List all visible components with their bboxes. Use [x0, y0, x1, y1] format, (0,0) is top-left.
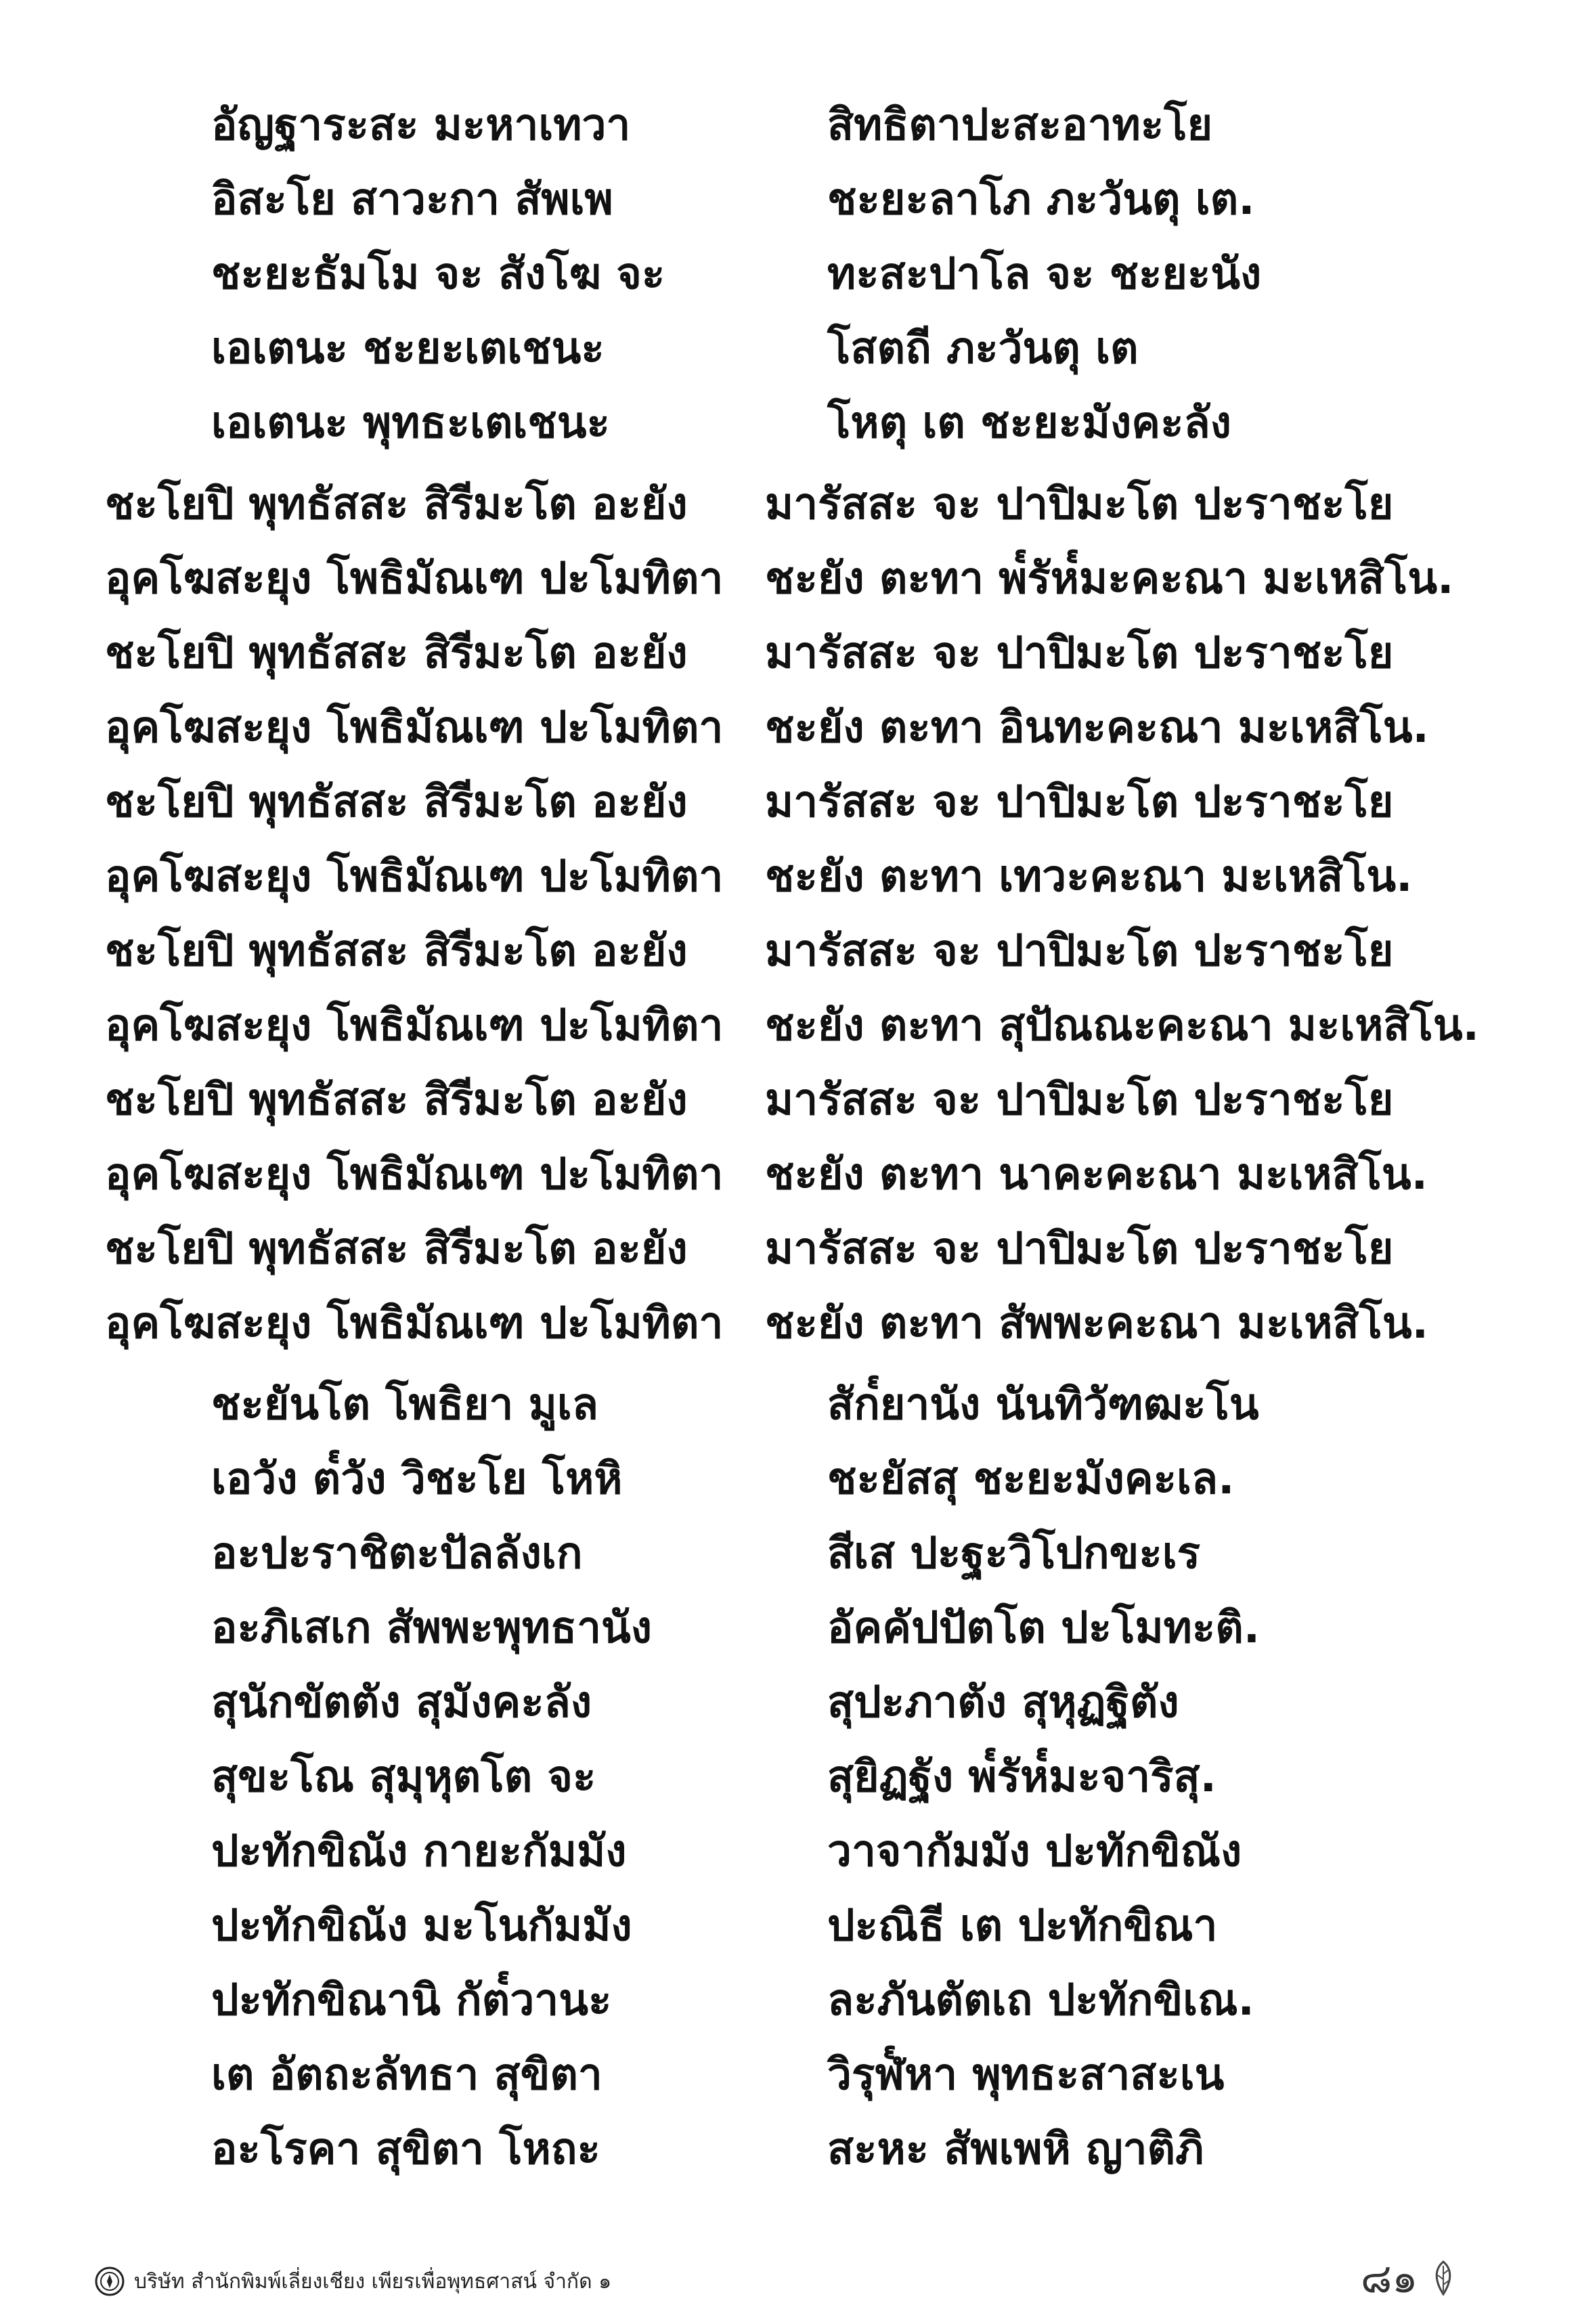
verse-left: ปะทักขิณัง มะโนกัมมัง — [211, 1901, 632, 1951]
verse-left: ชะโยปิ พุทธัสสะ สิรีมะโต อะยัง — [105, 926, 688, 976]
verse-left: อุคโฆสะยุง โพธิมัณเฑ ปะโมทิตา — [105, 703, 724, 753]
verse-left: อุคโฆสะยุง โพธิมัณเฑ ปะโมทิตา — [105, 554, 724, 604]
verse-left: ชะโยปิ พุทธัสสะ สิรีมะโต อะยัง — [105, 1075, 688, 1125]
publisher-text: บริษัท สำนักพิมพ์เลี่ยงเชียง เพียรเพื่อพุทธศาสน์ จำกัด ๑ — [134, 2269, 612, 2294]
verse-left: อะภิเสเก สัพพะพุทธานัง — [211, 1603, 653, 1653]
verse-left: ปะทักขิณัง กายะกัมมัง — [211, 1826, 627, 1877]
verse-right: สิทธิตาปะสะอาทะโย — [827, 100, 1213, 150]
verse-right: สุปะภาตัง สุหุฏฐิตัง — [827, 1678, 1179, 1728]
verse-right: ชะยัง ตะทา สัพพะคะณา มะเหสิโน. — [765, 1298, 1428, 1349]
verse-right: ทะสะปาโล จะ ชะยะนัง — [827, 249, 1262, 299]
verse-right: ปะณิธี เต ปะทักขิณา — [827, 1901, 1218, 1951]
verse-left: ชะโยปิ พุทธัสสะ สิรีมะโต อะยัง — [105, 479, 688, 529]
verse-left: อุคโฆสะยุง โพธิมัณเฑ ปะโมทิตา — [105, 852, 724, 902]
verse-right: มารัสสะ จะ ปาปิมะโต ปะราชะโย — [765, 777, 1394, 827]
verse-right: มารัสสะ จะ ปาปิมะโต ปะราชะโย — [765, 1075, 1394, 1125]
verse-right: มารัสสะ จะ ปาปิมะโต ปะราชะโย — [765, 479, 1394, 529]
verse-left: อุคโฆสะยุง โพธิมัณเฑ ปะโมทิตา — [105, 1149, 724, 1200]
verse-left: ชะโยปิ พุทธัสสะ สิรีมะโต อะยัง — [105, 777, 688, 827]
verse-left: เอเตนะ ชะยะเตเชนะ — [211, 324, 605, 374]
verse-left: อิสะโย สาวะกา สัพเพ — [211, 175, 613, 225]
verse-right: วาจากัมมัง ปะทักขิณัง — [827, 1826, 1242, 1877]
verse-left: สุนักขัตตัง สุมังคะลัง — [211, 1678, 592, 1728]
verse-left: เอเตนะ พุทธะเตเชนะ — [211, 398, 610, 448]
verse-left: อุคโฆสะยุง โพธิมัณเฑ ปะโมทิตา — [105, 1298, 724, 1349]
verse-right: ชะยัง ตะทา พ๎รัห๎มะคะณา มะเหสิโน. — [765, 554, 1454, 604]
verse-right: สะหะ สัพเพหิ ญาติภิ — [827, 2124, 1204, 2174]
verse-right: ละภันตัตเถ ปะทักขิเณ. — [827, 1975, 1254, 2025]
leaf-ornament-icon — [1428, 2259, 1458, 2297]
verse-left: เอวัง ต๎วัง วิชะโย โหหิ — [211, 1454, 623, 1504]
verse-left: ชะยันโต โพธิยา มูเล — [211, 1380, 598, 1430]
verse-left: ชะโยปิ พุทธัสสะ สิรีมะโต อะยัง — [105, 628, 688, 678]
verse-right: มารัสสะ จะ ปาปิมะโต ปะราชะโย — [765, 926, 1394, 976]
publisher-logo-icon — [95, 2266, 125, 2296]
verse-left: ปะทักขิณานิ กัต๎วานะ — [211, 1975, 612, 2025]
verse-left: อุคโฆสะยุง โพธิมัณเฑ ปะโมทิตา — [105, 1001, 724, 1051]
verse-right: ชะยัสสุ ชะยะมังคะเล. — [827, 1454, 1235, 1504]
verse-left: ชะยะธัมโม จะ สังโฆ จะ — [211, 249, 665, 299]
verse-right: ชะยะลาโภ ภะวันตุ เต. — [827, 175, 1255, 225]
page-number: ๘๑ — [1361, 2254, 1418, 2302]
verse-right: สัก๎ยานัง นันทิวัฑฒะโน — [827, 1380, 1259, 1430]
verse-right: มารัสสะ จะ ปาปิมะโต ปะราชะโย — [765, 628, 1394, 678]
verse-right: สุยิฏฐัง พ๎รัห๎มะจาริสุ. — [827, 1752, 1217, 1802]
verse-right: อัคคัปปัตโต ปะโมทะติ. — [827, 1603, 1261, 1653]
verse-left: สุขะโณ สุมุหุตโต จะ — [211, 1752, 596, 1802]
publisher-footer — [95, 2261, 611, 2302]
verse-right: สีเส ปะฐะวิโปกขะเร — [827, 1529, 1201, 1579]
verse-left: อะโรคา สุขิตา โหถะ — [211, 2124, 600, 2174]
verse-left: อัญฐาระสะ มะหาเทวา — [211, 100, 631, 150]
verse-left: ชะโยปิ พุทธัสสะ สิรีมะโต อะยัง — [105, 1224, 688, 1274]
verse-right: วิรุฬ๎หา พุทธะสาสะเน — [827, 2050, 1225, 2100]
verse-right: ชะยัง ตะทา เทวะคะณา มะเหสิโน. — [765, 852, 1413, 902]
verse-right: ชะยัง ตะทา สุปัณณะคะณา มะเหสิโน. — [765, 1001, 1479, 1051]
verse-right: ชะยัง ตะทา อินทะคะณา มะเหสิโน. — [765, 703, 1429, 753]
verse-right: โสตถี ภะวันตุ เต — [827, 324, 1139, 374]
page-number-block — [1361, 2248, 1458, 2308]
verse-right: มารัสสะ จะ ปาปิมะโต ปะราชะโย — [765, 1224, 1394, 1274]
verse-right: ชะยัง ตะทา นาคะคะณา มะเหสิโน. — [765, 1149, 1428, 1200]
verse-left: อะปะราชิตะปัลลังเก — [211, 1529, 583, 1579]
verse-left: เต อัตถะลัทธา สุขิตา — [211, 2050, 602, 2100]
verse-right: โหตุ เต ชะยะมังคะลัง — [827, 398, 1231, 448]
